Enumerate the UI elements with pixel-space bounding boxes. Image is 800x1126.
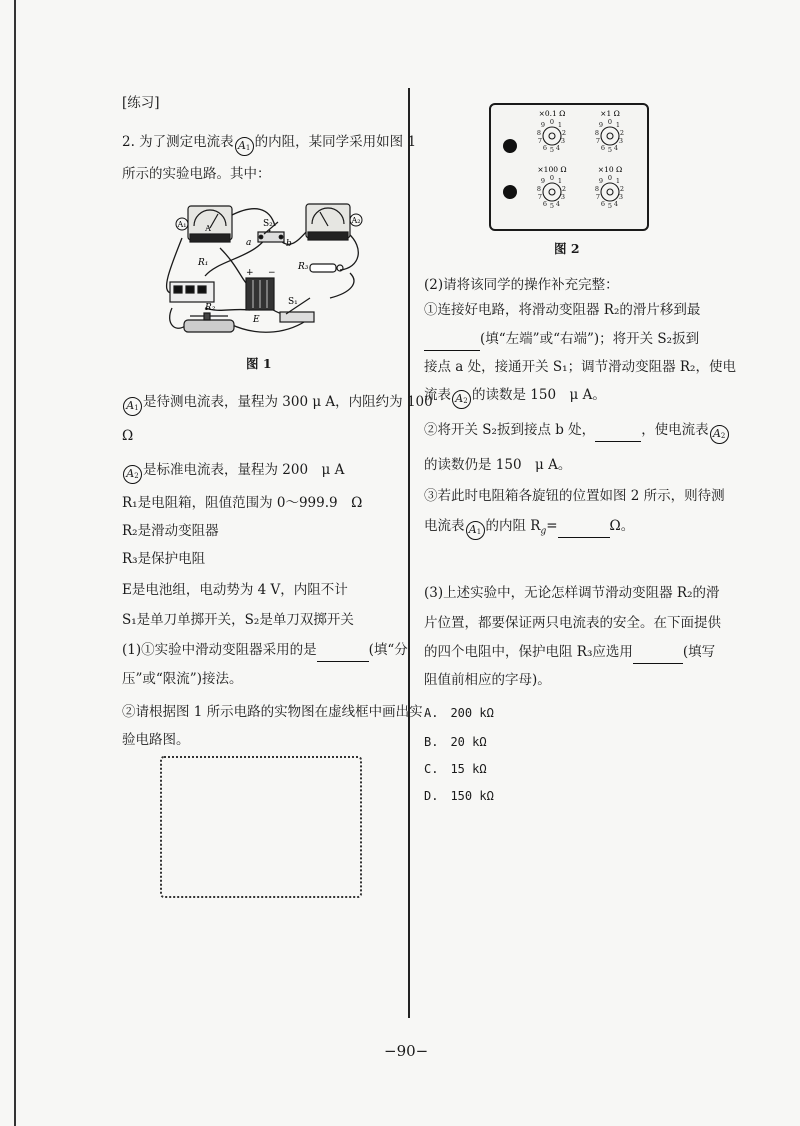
svg-text:2: 2 xyxy=(561,129,567,137)
question-2b-line-1: ②将开关 S₂扳到接点 b 处， ，使电流表 $A_2$ xyxy=(424,421,730,444)
question-2a-line-2: (填“左端”或“右端”)；将开关 S₂扳到 xyxy=(424,330,699,351)
intro-line-2: 所示的实验电路。其中： xyxy=(122,166,271,182)
question-1b-line-1: ②请根据图 1 所示电路的实物图在虚线框中画出实 xyxy=(122,704,423,720)
question-3-line-2: 片位置，都要保证两只电流表的安全。在下面提供 xyxy=(424,615,721,631)
right-column xyxy=(408,0,800,1126)
wire xyxy=(330,273,354,298)
option-c[interactable]: C. 15 kΩ xyxy=(424,762,487,776)
fig1-r1-label: R₁ xyxy=(198,258,209,268)
svg-text:2: 2 xyxy=(619,185,625,193)
answer-blank-1[interactable] xyxy=(317,643,369,662)
dial-label-x0-1: ×0.1 Ω xyxy=(538,109,566,118)
battery-e xyxy=(246,278,274,310)
fig1-s2-label: S₂ xyxy=(263,219,273,229)
svg-text:7: 7 xyxy=(537,137,543,145)
question-2c-line-1: ③若此时电阻箱各旋钮的位置如图 2 所示，则待测 xyxy=(424,488,725,504)
svg-text:5: 5 xyxy=(607,202,613,210)
svg-text:0: 0 xyxy=(549,118,555,126)
fig1-r3-label: R₃ xyxy=(298,262,309,272)
svg-text:0: 0 xyxy=(607,118,613,126)
svg-text:9: 9 xyxy=(598,177,604,185)
svg-text:1: 1 xyxy=(615,177,621,185)
answer-blank-3[interactable] xyxy=(595,423,641,442)
question-1-line-2: 压”或“限流”)接法。 xyxy=(122,671,243,687)
fig1-a-point: a xyxy=(246,238,252,248)
svg-text:5: 5 xyxy=(607,146,613,154)
circuit-drawing-box[interactable] xyxy=(160,756,362,898)
ammeter-a2-symbol: $A_2$ xyxy=(452,390,471,409)
fig1-meter-a-label: A xyxy=(205,224,211,233)
question-2b-line-2: 的读数仍是 150 μ A。 xyxy=(424,457,572,473)
switch-description: S₁是单刀单掷开关，S₂是单刀双掷开关 xyxy=(122,612,354,628)
question-3-line-4: 阻值前相应的字母)。 xyxy=(424,672,551,688)
svg-text:5: 5 xyxy=(549,146,555,154)
page-number: −90− xyxy=(384,1042,429,1060)
svg-text:3: 3 xyxy=(560,137,566,145)
dial-label-x100: ×100 Ω xyxy=(537,165,567,174)
ammeter-a2-symbol: $A_2$ xyxy=(710,425,729,444)
svg-text:0: 0 xyxy=(607,174,613,182)
svg-text:9: 9 xyxy=(598,121,604,129)
fig1-r2-label: R₂ xyxy=(205,303,216,313)
svg-text:1: 1 xyxy=(557,121,563,129)
svg-text:3: 3 xyxy=(618,137,624,145)
svg-text:4: 4 xyxy=(613,200,619,208)
fig1-a1-label: A₁ xyxy=(177,220,187,229)
r2-description: R₂是滑动变阻器 xyxy=(122,523,219,539)
resistance-box-r1 xyxy=(170,282,214,302)
svg-text:7: 7 xyxy=(537,193,543,201)
wire xyxy=(170,308,185,328)
svg-text:4: 4 xyxy=(555,144,561,152)
dial-label-x1: ×1 Ω xyxy=(600,109,620,118)
question-1-line-1: (1)①实验中滑动变阻器采用的是 (填“分 xyxy=(122,641,408,662)
svg-text:1: 1 xyxy=(557,177,563,185)
svg-text:4: 4 xyxy=(613,144,619,152)
svg-text:8: 8 xyxy=(536,185,542,193)
a2-description: $A_2$ 是标准电流表，量程为 200 μ A xyxy=(122,461,344,484)
intro-line-1: 2. 为了测定电流表 $A_1$ 的内阻，某同学采用如图 1 xyxy=(122,133,416,156)
svg-text:8: 8 xyxy=(536,129,542,137)
svg-text:3: 3 xyxy=(560,193,566,201)
svg-text:5: 5 xyxy=(549,202,555,210)
svg-text:8: 8 xyxy=(594,185,600,193)
a1-description-line-1: $A_1$ 是待测电流表，量程为 300 μ A，内阻约为 100 xyxy=(122,393,433,416)
fig1-plus: + xyxy=(246,268,254,278)
question-2c-line-2: 电流表 $A_1$ 的内阻 $R_g= \Omega$。 xyxy=(424,517,634,541)
fig1-a2-label: A₂ xyxy=(351,216,361,225)
figure-1-circuit xyxy=(160,198,380,348)
option-b[interactable]: B. 20 kΩ xyxy=(424,735,487,749)
svg-text:6: 6 xyxy=(600,144,606,152)
figure-2-caption: 图 2 xyxy=(554,241,580,256)
protective-resistor-r3 xyxy=(310,264,343,272)
fig1-b-point: b xyxy=(286,239,292,249)
figure-1-caption: 图 1 xyxy=(246,356,272,371)
option-a[interactable]: A. 200 kΩ xyxy=(424,706,494,720)
ammeter-a2-symbol: $A_2$ xyxy=(123,465,142,484)
svg-text:2: 2 xyxy=(561,185,567,193)
ammeter-a1-symbol: $A_1$ xyxy=(466,521,485,540)
svg-text:2: 2 xyxy=(619,129,625,137)
question-2a-line-3: 接点 a 处，接通开关 S₁；调节滑动变阻器 R₂，使电 xyxy=(424,359,736,375)
answer-blank-4[interactable] xyxy=(558,519,610,538)
svg-text:7: 7 xyxy=(595,137,601,145)
fig1-e-label: E xyxy=(253,315,260,325)
svg-text:9: 9 xyxy=(540,121,546,129)
question-2a-line-1: ①连接好电路，将滑动变阻器 R₂的滑片移到最 xyxy=(424,302,701,318)
question-2a-line-4: 流表 $A_2$ 的读数是 150 μ A。 xyxy=(424,386,606,409)
fig1-minus: − xyxy=(268,268,276,278)
svg-text:6: 6 xyxy=(542,200,548,208)
svg-text:6: 6 xyxy=(542,144,548,152)
r1-description: R₁是电阻箱，阻值范围为 0～999.9 Ω xyxy=(122,495,363,511)
question-3-line-1: (3)上述实验中，无论怎样调节滑动变阻器 R₂的滑 xyxy=(424,585,720,601)
e-description: E是电池组，电动势为 4 V，内阻不计 xyxy=(122,582,348,598)
a1-description-line-2: Ω xyxy=(122,428,134,444)
svg-text:8: 8 xyxy=(594,129,600,137)
svg-text:7: 7 xyxy=(595,193,601,201)
rg-subscript: g xyxy=(540,526,547,537)
svg-text:3: 3 xyxy=(618,193,624,201)
svg-text:0: 0 xyxy=(549,174,555,182)
ammeter-a1-symbol: $A_1$ xyxy=(235,137,254,156)
rheostat-r2 xyxy=(184,313,234,332)
svg-text:1: 1 xyxy=(615,121,621,129)
question-3-line-3: 的四个电阻中，保护电阻 R₃应选用 (填写 xyxy=(424,643,715,664)
figure-2-resistance-box xyxy=(488,102,650,234)
fig1-s1-label: S₁ xyxy=(288,297,298,307)
option-d[interactable]: D. 150 kΩ xyxy=(424,789,494,803)
question-1b-line-2: 验电路图。 xyxy=(122,732,190,748)
ammeter-a1-symbol: $A_1$ xyxy=(123,397,142,416)
question-2-title: (2)请将该同学的操作补充完整： xyxy=(424,277,619,293)
svg-text:4: 4 xyxy=(555,200,561,208)
svg-text:6: 6 xyxy=(600,200,606,208)
dial-label-x10: ×10 Ω xyxy=(597,165,623,174)
answer-blank-2[interactable] xyxy=(424,332,480,351)
r3-description: R₃是保护电阻 xyxy=(122,551,206,567)
section-label: [练习] xyxy=(122,95,160,111)
answer-blank-5[interactable] xyxy=(633,645,683,664)
svg-text:9: 9 xyxy=(540,177,546,185)
ammeter-a2 xyxy=(306,204,350,240)
